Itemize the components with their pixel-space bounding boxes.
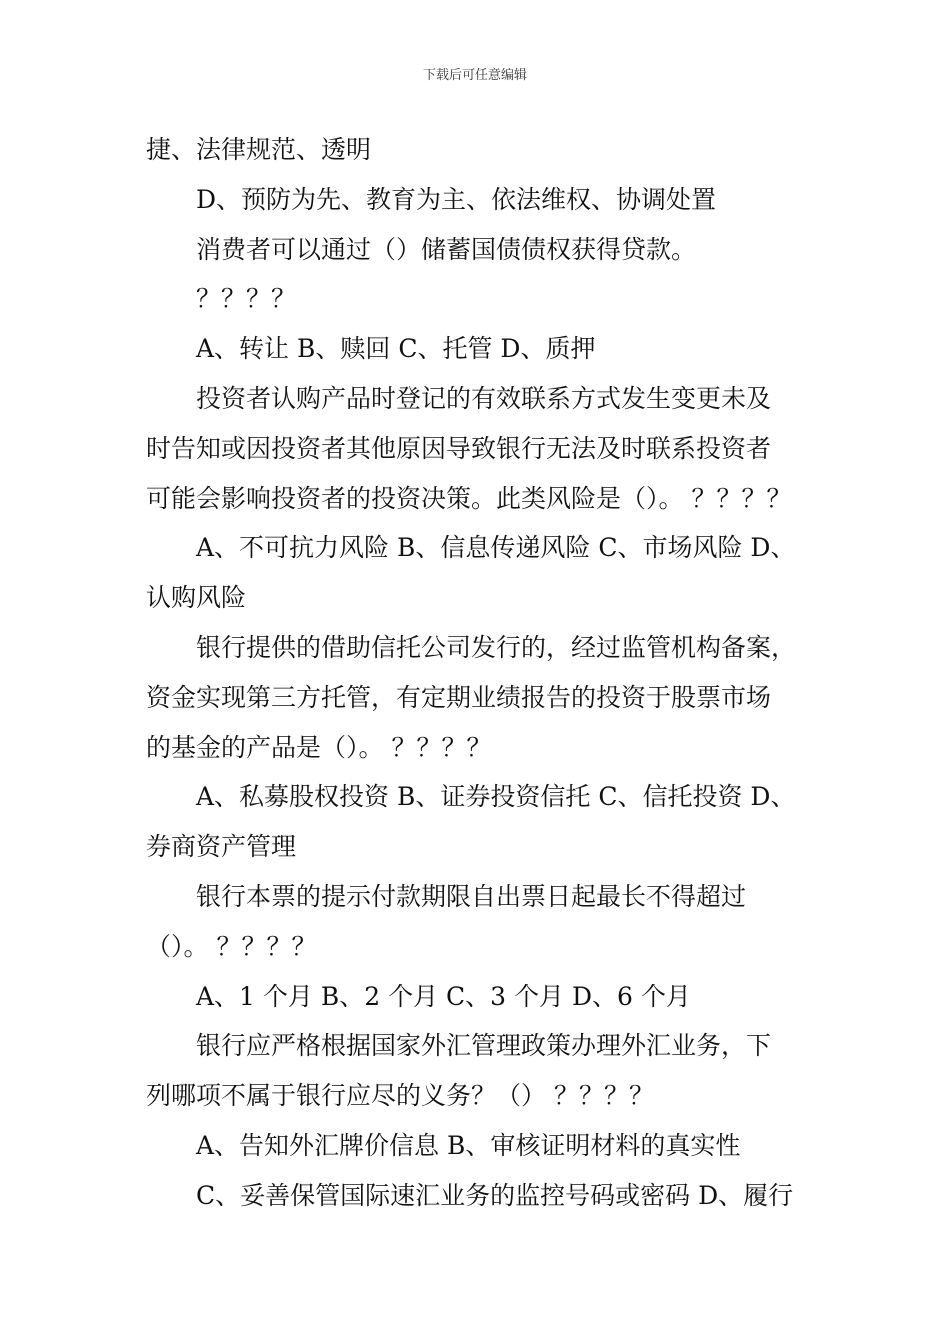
text-line: 认购风险	[146, 583, 247, 613]
text-line: （）。 ？？？？	[146, 931, 317, 961]
text-line: A、转让 B、赎回 C、托管 D、质押	[196, 334, 596, 364]
text-line: 银行本票的提示付款期限自出票日起最长不得超过	[196, 882, 747, 911]
text-line: 时告知或因投资者其他原因导致银行无法及时联系投资者	[146, 433, 772, 463]
text-line: 消费者可以通过（）储蓄国债债权获得贷款。	[196, 234, 697, 264]
text-line: D、预防为先、教育为主、依法维权、协调处置	[196, 184, 717, 214]
text-line: A、不可抗力风险 B、信息传递风险 C、市场风险 D、	[196, 533, 796, 563]
text-line: 的基金的产品是（）。 ？？？？	[146, 732, 492, 762]
text-line: 投资者认购产品时登记的有效联系方式发生变更未及	[196, 384, 772, 413]
text-line: 银行应严格根据国家外汇管理政策办理外汇业务，下	[196, 1031, 772, 1061]
text-line: 资金实现第三方托管，有定期业绩报告的投资于股票市场	[146, 682, 772, 712]
text-line: 列哪项不属于银行应尽的义务？（） ？？？？	[146, 1081, 654, 1111]
text-line: A、私募股权投资 B、证券投资信托 C、信托投资 D、	[196, 782, 796, 812]
text-line: 券商资产管理	[146, 832, 297, 862]
text-line: A、1 个月 B、2 个月 C、3 个月 D、6 个月	[196, 981, 691, 1011]
text-line: C、妥善保管国际速汇业务的监控号码或密码 D、履行	[196, 1180, 794, 1210]
text-line: 捷、法律规范、透明	[146, 135, 372, 164]
page-header: 下载后可任意编辑	[422, 68, 527, 83]
text-line: ？？？？	[196, 284, 297, 314]
text-line: 银行提供的借助信托公司发行的，经过监管机构备案，	[196, 633, 797, 662]
text-line: 可能会影响投资者的投资决策。此类风险是（）。 ？？？？	[146, 483, 792, 513]
text-line: A、告知外汇牌价信息 B、审核证明材料的真实性	[196, 1131, 741, 1160]
